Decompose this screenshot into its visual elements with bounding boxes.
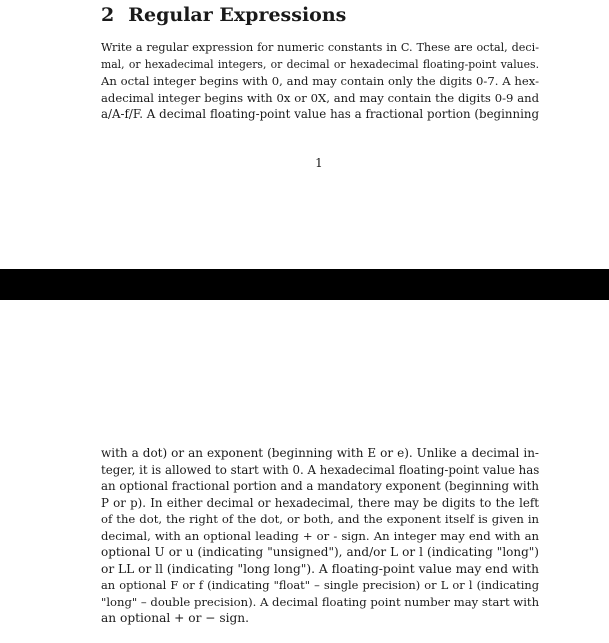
paragraph-line: or LL or ll (indicating "long long"). A floating-point value may end with [101, 561, 539, 576]
paragraph-line: mal, or hexadecimal integers, or decimal or hexadecimal floating-point values. [101, 57, 539, 71]
paragraph-line: decimal, with an optional leading + or - sign. An integer may end with an [101, 528, 539, 543]
paragraph-line: P or p). In either decimal or hexadecimal, there may be digits to the left [101, 495, 539, 510]
paragraph-line: an optional + or − sign. [101, 611, 250, 625]
paragraph-line: teger, it is allowed to start with 0. A hexadecimal floating-point value has [101, 462, 539, 477]
section-title: Regular Expressions [128, 4, 347, 26]
paragraph-line: an optional F or f (indicating "float" – single precision) or L or l (indicating [101, 578, 539, 592]
paragraph-line: "long" – double precision). A decimal floating point number may start with [101, 594, 539, 609]
paragraph-line: a/A-f/F. A decimal floating-point value has a fractional portion (beginning [101, 107, 539, 121]
paragraph-line: of the dot, the right of the dot, or both, and the exponent itself is given in [101, 512, 539, 526]
page-number: 1 [315, 156, 323, 170]
paragraph-line: adecimal integer begins with 0x or 0X, and may contain the digits 0-9 and [101, 90, 539, 105]
section-heading [101, 4, 346, 26]
page-break-bar [0, 269, 609, 300]
paragraph-line: optional U or u (indicating "unsigned"), and/or L or l (indicating "long") [101, 545, 539, 559]
paragraph-line: an optional fractional portion and a mandatory exponent (beginning with [101, 479, 539, 493]
paragraph-line: Write a regular expression for numeric constants in C. These are octal, deci- [101, 41, 539, 54]
section-number: 2 [101, 4, 115, 26]
paragraph-line: with a dot) or an exponent (beginning with E or e). Unlike a decimal in- [101, 446, 539, 460]
paragraph-line: An octal integer begins with 0, and may contain only the digits 0-7. A hex- [101, 74, 539, 88]
